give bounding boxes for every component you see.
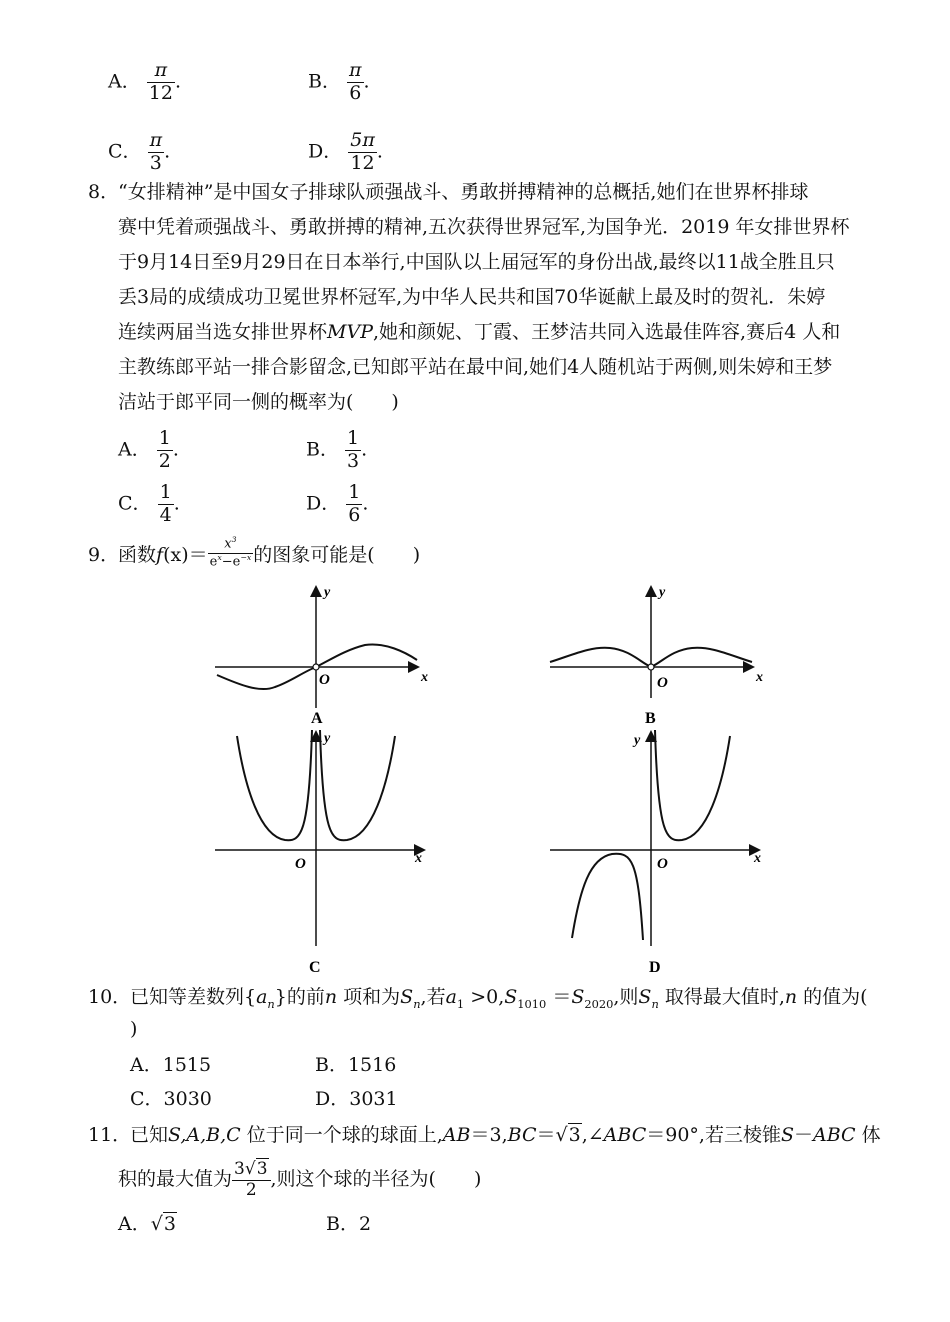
func-name: f	[156, 544, 164, 566]
var-s: S	[504, 986, 518, 1008]
text: ＝	[536, 1124, 556, 1146]
q10-option-b	[315, 1048, 396, 1082]
origin-label: O	[295, 856, 306, 872]
punct: .	[361, 438, 368, 461]
fraction	[347, 60, 364, 105]
numerator: π	[149, 129, 163, 151]
option-label: C．	[130, 1088, 164, 1110]
fraction	[158, 482, 174, 527]
numerator: 1	[348, 481, 361, 503]
radicand: 3	[256, 1159, 268, 1179]
option-value: 2	[358, 1213, 372, 1235]
graph-c	[205, 728, 435, 978]
sub-1: 1	[456, 996, 465, 1011]
q9-stem	[118, 535, 421, 572]
var-s: S	[638, 986, 652, 1008]
q8-option-d	[306, 482, 368, 527]
denominator: 12	[148, 81, 173, 104]
punct: .	[164, 140, 171, 163]
option-label: D．	[308, 140, 343, 163]
q9-number: 9．	[88, 544, 120, 566]
hollow-point	[313, 664, 319, 670]
text: 取得最大值时,	[658, 986, 785, 1008]
text: ,若	[420, 986, 446, 1008]
sub-1010: 1010	[517, 996, 547, 1011]
option-label: A．	[108, 70, 141, 93]
volume-fraction	[232, 1160, 271, 1200]
fraction	[157, 428, 173, 473]
numerator	[232, 1160, 271, 1181]
denominator: 4	[159, 503, 172, 526]
option-label: B．	[306, 438, 339, 461]
x-label: x	[756, 670, 763, 685]
radicand: 3	[568, 1124, 581, 1146]
radicand: 3	[163, 1213, 176, 1235]
denominator: 6	[348, 503, 361, 526]
angle-abc: ABC	[603, 1124, 647, 1146]
var-s: S	[571, 986, 585, 1008]
y-label: y	[324, 731, 331, 746]
function-fraction	[208, 536, 254, 570]
text: >0,	[464, 986, 505, 1008]
curve-left	[237, 730, 312, 840]
q8-option-b	[306, 428, 367, 473]
q10-stem	[130, 980, 868, 1021]
q7-option-a	[108, 60, 181, 105]
var-n: n	[784, 986, 798, 1008]
x-var: x	[224, 536, 232, 552]
text: 连续两届当选女排世界杯	[118, 321, 328, 343]
graph-c-label: C	[309, 959, 321, 976]
q8-number: 8．	[88, 181, 120, 203]
var-a: a	[445, 986, 457, 1008]
equals: ＝	[188, 544, 208, 566]
graph-d	[540, 728, 770, 978]
y-label: y	[324, 585, 331, 600]
origin-label: O	[657, 856, 668, 872]
exponent: x	[217, 552, 222, 562]
option-label: D．	[306, 492, 341, 515]
text: 函数	[118, 544, 157, 566]
denominator: 6	[349, 81, 362, 104]
text: 的值为(	[797, 986, 868, 1008]
punct: .	[376, 140, 383, 163]
sub-2020: 2020	[584, 996, 614, 1011]
text: 已知等差数列{	[130, 986, 257, 1008]
option-value: 3030	[163, 1088, 212, 1110]
text: ＝3,	[470, 1124, 508, 1146]
q11-line-1	[130, 1118, 881, 1152]
sub-n: n	[651, 996, 659, 1011]
denominator	[208, 554, 254, 570]
curve-left	[572, 854, 643, 940]
numerator	[208, 536, 254, 553]
numerator: π	[349, 59, 362, 81]
fraction	[147, 60, 175, 105]
q8-line-2: 赛中凭着顽强战斗、勇敢拼搏的精神,五次获得世界冠军,为国争光．2019 年女排世界杯	[118, 216, 850, 238]
q11-number: 11．	[88, 1124, 132, 1146]
q7-option-b	[308, 60, 370, 105]
q10-option-c	[130, 1082, 212, 1116]
q11-option-a	[118, 1207, 177, 1241]
numerator: 1	[347, 427, 360, 449]
option-label: B．	[308, 70, 341, 93]
mvp-term: MVP	[327, 321, 373, 343]
denominator: 2	[245, 1179, 257, 1200]
text: 的图象可能是( )	[253, 544, 421, 566]
q8-line-4: 丢3局的成绩成功卫冕世界杯冠军,为中华人民共和国70华诞献上最及时的贺礼．朱婷	[118, 286, 826, 308]
text: ,∠	[581, 1124, 604, 1146]
text: 已知	[130, 1124, 169, 1146]
denominator: 2	[158, 449, 171, 472]
q8-option-a	[118, 428, 179, 473]
x-label: x	[421, 670, 428, 685]
x-label: x	[754, 851, 761, 866]
q8-line-6: 主教练郎平站一排合影留念,已知郎平站在最中间,她们4人随机站于两侧,则朱婷和王梦	[118, 356, 833, 378]
curve-right	[655, 730, 730, 840]
punct: .	[174, 70, 182, 93]
q8-line-7: 洁站于郎平同一侧的概率为( )	[118, 391, 399, 413]
func-arg: (x)	[163, 544, 189, 566]
sub-n: n	[413, 996, 421, 1011]
origin-label: O	[319, 672, 330, 688]
exponent: −x	[240, 552, 252, 562]
option-label: A．	[130, 1054, 163, 1076]
q7-option-d	[308, 130, 383, 175]
fraction	[346, 482, 362, 527]
graph-b	[540, 580, 770, 730]
numerator: π	[147, 60, 175, 83]
q11-line-2	[118, 1160, 481, 1200]
text: ,则	[613, 986, 639, 1008]
text: ,她和颜妮、丁霞、王梦洁共同入选最佳阵容,赛后4 人和	[372, 321, 841, 343]
text: ＝90°,若三棱锥	[646, 1124, 781, 1146]
text: }的前	[274, 986, 325, 1008]
seg-ab: AB	[442, 1124, 471, 1146]
graph-d-label: D	[649, 959, 661, 976]
option-label: C．	[118, 492, 152, 515]
option-label: A．	[118, 438, 151, 461]
text: 积的最大值为	[118, 1168, 233, 1191]
q8-line-1: “女排精神”是中国女子排球队顽强战斗、勇敢拼搏精神的总概括,她们在世界杯排球	[118, 181, 809, 203]
curve-right	[320, 730, 395, 840]
punct: .	[173, 492, 180, 515]
option-label: A．	[118, 1213, 151, 1235]
punct: .	[363, 70, 370, 93]
seg-bc: BC	[507, 1124, 537, 1146]
option-label: B．	[315, 1054, 348, 1076]
x-label: x	[415, 851, 422, 866]
y-label: y	[659, 585, 666, 600]
text: 体	[855, 1124, 881, 1146]
sqrt-icon: √	[150, 1213, 163, 1235]
var-a: a	[256, 986, 268, 1008]
triangle-abc: ABC	[813, 1124, 856, 1146]
fraction	[345, 428, 361, 473]
q7-option-c	[108, 130, 170, 175]
e-base: e	[209, 553, 218, 569]
numerator: 1	[158, 427, 171, 449]
numerator: 1	[159, 481, 172, 503]
origin-label: O	[657, 675, 668, 691]
q8-line-5	[118, 315, 840, 349]
numerator: 5π	[350, 129, 375, 151]
denominator: 12	[350, 151, 375, 174]
denominator: 3	[347, 449, 360, 472]
e-base: e	[232, 553, 241, 569]
option-value: 1515	[162, 1054, 212, 1076]
coef: 3	[234, 1159, 245, 1179]
q10-option-d	[315, 1082, 398, 1116]
q10-number: 10．	[88, 986, 132, 1008]
sqrt-icon: √	[555, 1124, 568, 1146]
text: ＝	[546, 986, 572, 1008]
q10-close-paren: )	[130, 1018, 138, 1040]
option-label: D．	[315, 1088, 350, 1110]
text: 项和为	[337, 986, 401, 1008]
graph-a	[205, 580, 435, 730]
text: 位于同一个球的球面上,	[240, 1124, 443, 1146]
q8-line-3: 于9月14日至9月29日在日本举行,中国队以上届冠军的身份出战,最终以11战全胜且只	[118, 251, 835, 273]
denominator: 3	[149, 151, 162, 174]
var-s: S	[400, 986, 414, 1008]
punct: .	[362, 492, 369, 515]
hollow-point	[648, 664, 654, 670]
q10-option-a	[130, 1048, 211, 1082]
graph-b-label: B	[645, 710, 656, 727]
text: ,则这个球的半径为( )	[270, 1168, 482, 1191]
points: S,A,B,C	[168, 1124, 241, 1146]
fraction	[148, 130, 165, 175]
y-label: y	[634, 733, 641, 748]
var-s: S	[780, 1124, 794, 1146]
option-value: 1516	[347, 1054, 397, 1076]
var-n: n	[324, 986, 338, 1008]
punct: .	[172, 438, 179, 461]
minus: −	[221, 553, 233, 569]
graph-a-label: A	[311, 710, 323, 727]
q11-option-b	[326, 1207, 371, 1241]
sqrt-icon: √	[244, 1159, 256, 1179]
fraction	[348, 130, 377, 175]
q8-option-c	[118, 482, 180, 527]
option-value: 3031	[349, 1088, 398, 1110]
text: －	[794, 1124, 814, 1146]
option-label: B．	[326, 1213, 359, 1235]
option-label: C．	[108, 140, 142, 163]
exponent: 3	[231, 535, 237, 545]
sub-n: n	[267, 996, 275, 1011]
